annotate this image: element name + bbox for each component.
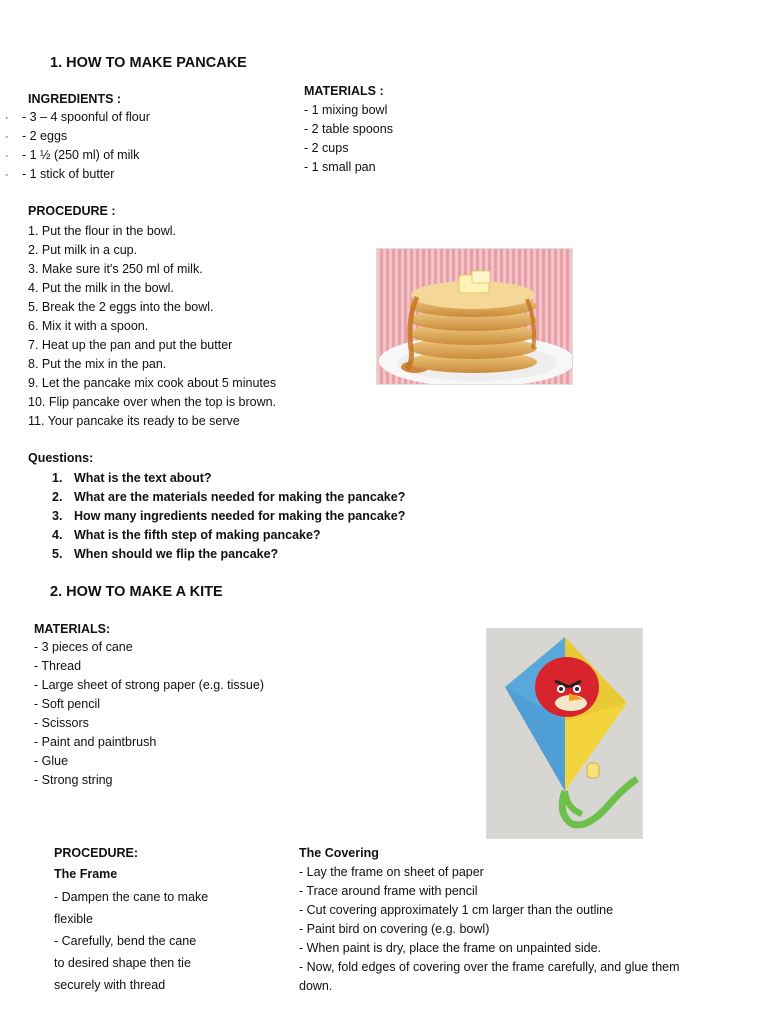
list-item: - 2 cups (304, 141, 349, 155)
procedure-step: 6. Mix it with a spoon. (28, 319, 149, 333)
question-number: 4. (52, 528, 63, 542)
frame-step: - Dampen the cane to make (54, 890, 209, 904)
procedure-step: 4. Put the milk in the bowl. (28, 281, 174, 295)
list-item: - 1 mixing bowl (304, 103, 388, 117)
procedure-step: 8. Put the mix in the pan. (28, 357, 167, 371)
covering-heading: The Covering (299, 846, 379, 860)
procedure-step: 10. Flip pancake over when the top is brown. (28, 395, 277, 409)
ingredients-heading: INGREDIENTS : (28, 92, 122, 106)
pancake-photo (376, 248, 573, 385)
pancake-procedure-heading: PROCEDURE : (28, 204, 116, 218)
covering-step: - Paint bird on covering (e.g. bowl) (299, 922, 490, 936)
procedure-step: 3. Make sure it's 250 ml of milk. (28, 262, 203, 276)
list-item: - Glue (34, 754, 69, 768)
frame-step: - Carefully, bend the cane (54, 934, 197, 948)
procedure-step: 9. Let the pancake mix cook about 5 minutes (28, 376, 277, 390)
bullet: · (5, 150, 9, 162)
question-text: What is the fifth step of making pancake? (74, 528, 321, 542)
question-item (52, 488, 405, 507)
procedure-step: 5. Break the 2 eggs into the bowl. (28, 300, 214, 314)
bullet: · (5, 112, 9, 124)
question-number: 1. (52, 471, 63, 485)
list-item: - Large sheet of strong paper (e.g. tissue) (34, 678, 264, 692)
question-item (52, 545, 278, 564)
covering-step: - Now, fold edges of covering over the frame carefully, and glue them (299, 960, 680, 974)
list-item: - 3 – 4 spoonful of flour (22, 110, 150, 124)
procedure-step: 2. Put milk in a cup. (28, 243, 138, 257)
frame-step: to desired shape then tie (54, 956, 191, 970)
question-text: When should we flip the pancake? (74, 547, 279, 561)
bullet: · (5, 169, 9, 181)
bullet: · (5, 131, 9, 143)
questions-heading: Questions: (28, 451, 94, 465)
kite-materials-heading: MATERIALS: (34, 622, 111, 636)
list-item: - 2 eggs (22, 129, 68, 143)
covering-step: down. (299, 979, 333, 993)
list-item: - Soft pencil (34, 697, 101, 711)
procedure-step: 7. Heat up the pan and put the butter (28, 338, 233, 352)
question-text: What are the materials needed for making the pancake? (74, 490, 406, 504)
list-item: - 1 small pan (304, 160, 376, 174)
question-item (52, 507, 405, 526)
frame-step: flexible (54, 912, 93, 926)
question-item (52, 526, 321, 545)
question-item (52, 469, 212, 488)
question-number: 3. (52, 509, 63, 523)
list-item: - Scissors (34, 716, 89, 730)
covering-step: - When paint is dry, place the frame on unpainted side. (299, 941, 602, 955)
list-item: - Strong string (34, 773, 113, 787)
procedure-step: 1. Put the flour in the bowl. (28, 224, 177, 238)
question-text: How many ingredients needed for making the pancake? (74, 509, 406, 523)
question-number: 5. (52, 547, 63, 561)
pancake-materials-heading: MATERIALS : (304, 84, 384, 98)
kite-procedure-heading: PROCEDURE: (54, 846, 139, 860)
list-item: - Paint and paintbrush (34, 735, 157, 749)
covering-step: - Cut covering approximately 1 cm larger than the outline (299, 903, 614, 917)
pancake-title: 1. HOW TO MAKE PANCAKE (50, 55, 247, 71)
list-item: - 3 pieces of cane (34, 640, 133, 654)
procedure-step: 11. Your pancake its ready to be serve (28, 414, 240, 428)
frame-step: securely with thread (54, 978, 166, 992)
list-item: - Thread (34, 659, 82, 673)
frame-heading: The Frame (54, 867, 118, 881)
list-item: - 1 ½ (250 ml) of milk (22, 148, 140, 162)
question-number: 2. (52, 490, 63, 504)
question-text: What is the text about? (74, 471, 212, 485)
covering-step: - Trace around frame with pencil (299, 884, 478, 898)
list-item: - 1 stick of butter (22, 167, 115, 181)
kite-title: 2. HOW TO MAKE A KITE (50, 584, 223, 600)
kite-photo (486, 628, 643, 839)
covering-step: - Lay the frame on sheet of paper (299, 865, 484, 879)
list-item: - 2 table spoons (304, 122, 393, 136)
